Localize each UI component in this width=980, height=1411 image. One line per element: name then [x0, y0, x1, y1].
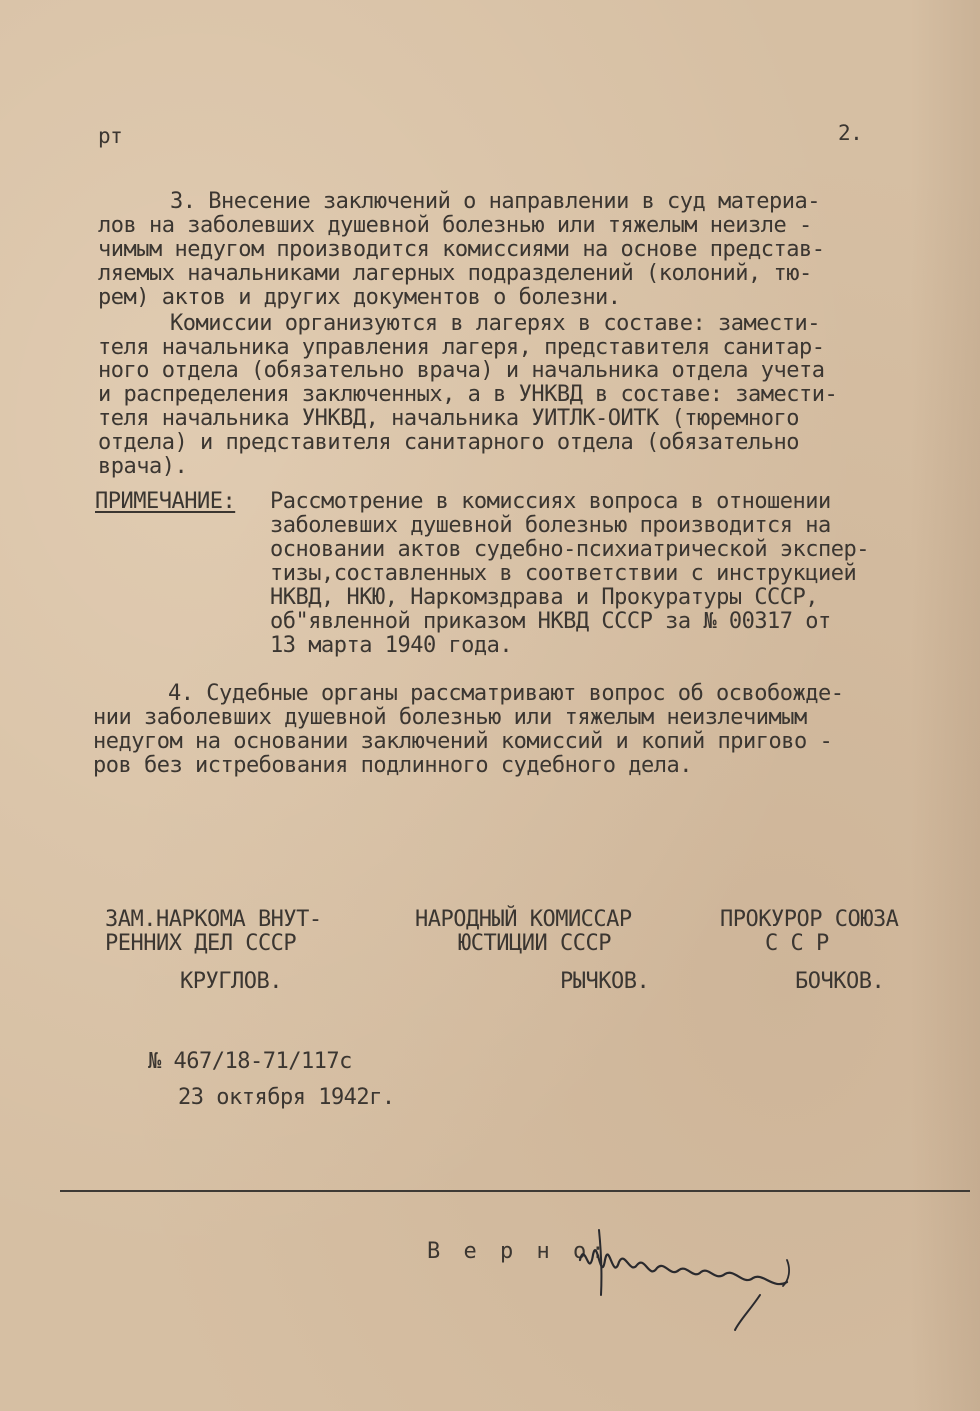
note-line: НКВД, НКЮ, Наркомздрава и Прокуратуры СССР,: [270, 585, 819, 610]
section3-line: Комиссии организуются в лагерях в составе: замести-: [170, 311, 821, 336]
header-left-mark: рт: [98, 124, 123, 148]
section3-line: ляемых начальниками лагерных подразделений (колоний, тю-: [98, 261, 812, 286]
note-line: Рассмотрение в комиссиях вопроса в отношении: [270, 489, 831, 514]
signatory-name: РЫЧКОВ.: [560, 969, 650, 994]
section3-line: 3. Внесение заключений о направлении в суд материа-: [170, 189, 821, 214]
signatory-title: С С Р: [765, 931, 829, 956]
section4-line: 4. Судебные органы рассматривают вопрос об освобожде-: [168, 681, 844, 706]
note-line: основании актов судебно-психиатрической экспер-: [270, 537, 870, 562]
section3-line: отдела) и представителя санитарного отдела (обязательно: [98, 430, 799, 455]
section4-line: недугом на основании заключений комиссий и копий пригово -: [93, 729, 833, 754]
section4-line: ров без истребования подлинного судебного дела.: [93, 753, 693, 778]
note-line: тизы,составленных в соответствии с инструкцией: [270, 561, 857, 586]
note-line: об"явленной приказом НКВД СССР за № 00317 от: [270, 609, 831, 634]
paper-edge-shadow: [910, 0, 980, 1411]
certification-label: В е р н о:: [427, 1239, 610, 1264]
document-number: № 467/18-71/117с: [148, 1049, 352, 1074]
note-line: заболевших душевной болезнью производится на: [270, 513, 831, 538]
document-date: 23 октября 1942г.: [178, 1085, 395, 1110]
section3-line: чимым недугом производится комиссиями на основе представ-: [98, 237, 825, 262]
section3-line: теля начальника УНКВД, начальника УИТЛК-ОИТК (тюремного: [98, 406, 799, 431]
note-line: 13 марта 1940 года.: [270, 633, 513, 658]
signatory-name: БОЧКОВ.: [795, 969, 885, 994]
signatory-title: НАРОДНЫЙ КОМИССАР: [415, 907, 632, 932]
signatory-title: ЮСТИЦИИ СССР: [458, 931, 611, 956]
handwritten-signature: [575, 1220, 805, 1335]
signatory-title: ПРОКУРОР СОЮЗА: [720, 907, 899, 932]
horizontal-rule: [60, 1190, 970, 1192]
note-label: ПРИМЕЧАНИЕ:: [95, 489, 236, 514]
section3-line: ного отдела (обязательно врача) и начальника отдела учета: [98, 358, 825, 383]
signatory-name: КРУГЛОВ.: [180, 969, 282, 994]
section3-line: врача).: [98, 454, 188, 479]
section4-line: нии заболевших душевной болезнью или тяжелым неизлечимым: [93, 705, 807, 730]
section3-line: рем) актов и других документов о болезни.: [98, 285, 621, 310]
signatory-title: ЗАМ.НАРКОМА ВНУТ-: [105, 907, 322, 932]
section3-line: и распределения заключенных, а в УНКВД в составе: замести-: [98, 382, 838, 407]
section3-line: лов на заболевших душевной болезнью или тяжелым неизле -: [98, 213, 812, 238]
signatory-title: РЕННИХ ДЕЛ СССР: [105, 931, 297, 956]
section3-line: теля начальника управления лагеря, представителя санитар-: [98, 335, 825, 360]
page-number: 2.: [838, 121, 863, 145]
